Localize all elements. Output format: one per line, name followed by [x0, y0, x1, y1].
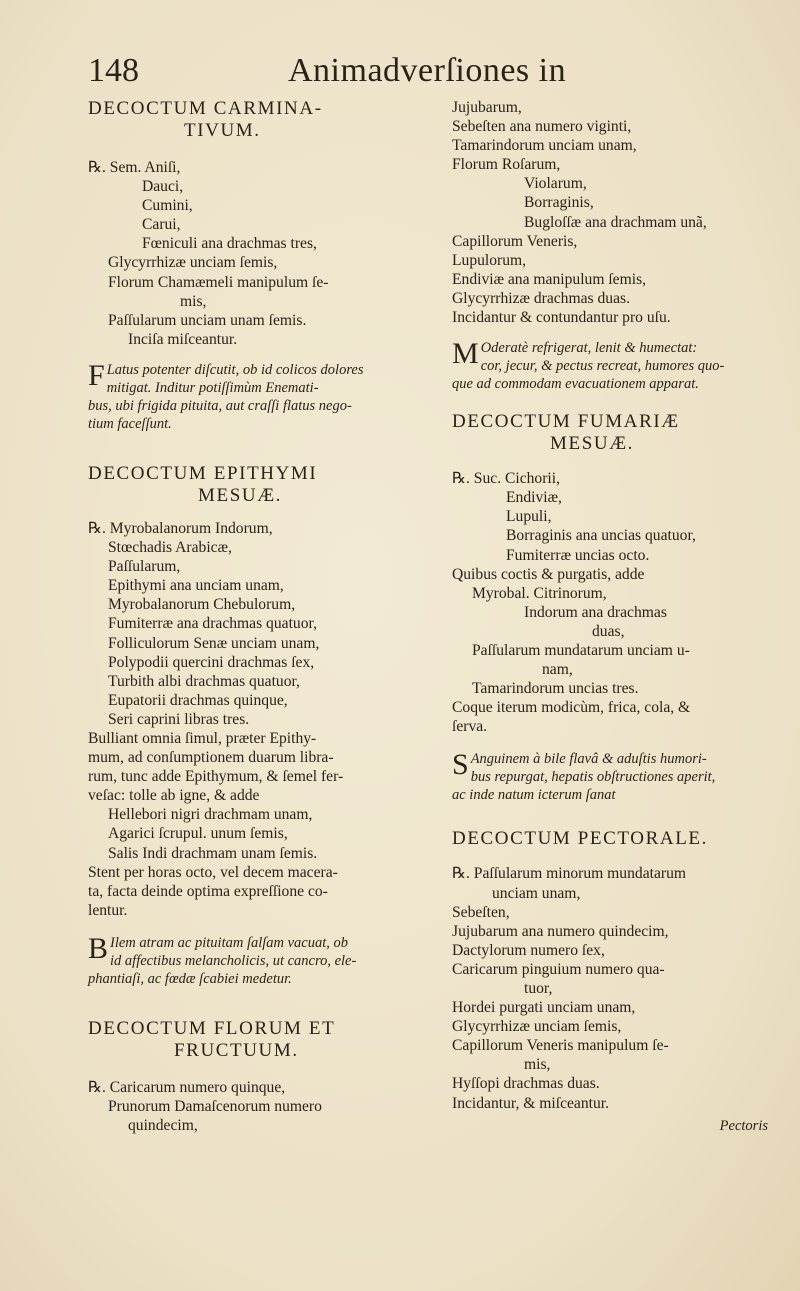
- recipe-line: ℞. Caricarum numero quinque,: [88, 1078, 286, 1096]
- recipe-line: ℞. Suc. Cichorii,: [452, 470, 560, 488]
- recipe-line: Violarum,: [524, 175, 587, 193]
- recipe-line: Glycyrrhizæ drachmas duas.: [452, 289, 630, 307]
- recipe-line: Lupuli,: [506, 508, 552, 526]
- drop-cap: F: [88, 358, 105, 392]
- recipe-line: mum, ad conſumptionem duarum libra-: [88, 749, 334, 767]
- recipe-line: Bulliant omnia ſimul, præter Epithy-: [88, 729, 317, 747]
- recipe-line: Dactylorum numero ſex,: [452, 941, 605, 959]
- recipe-line: mis,: [524, 1056, 551, 1074]
- recipe-line: Cumini,: [142, 197, 193, 215]
- recipe-line: Myrobalanorum Chebulorum,: [108, 596, 296, 614]
- recipe-line: Sebeſten ana numero viginti,: [452, 118, 632, 136]
- recipe-line: Coque iterum modicùm, frica, cola, &: [452, 699, 691, 717]
- recipe-line: Inciſa miſceantur.: [128, 330, 238, 348]
- recipe-line: Quibus coctis & purgatis, adde: [452, 565, 645, 583]
- recipe-line: Agarici ſcrupul. unum ſemis,: [108, 825, 288, 843]
- recipe-line: Hordei purgati unciam unam,: [452, 999, 636, 1017]
- recipe-line: ℞. Sem. Aniſi,: [88, 159, 181, 176]
- commentary-fumariae: S Anguinem à bile flavâ & aduſtis humori- bus repurgat, hepatis obſtructiones aperit, ac inde natum icterum ſanat: [452, 748, 716, 804]
- recipe-line: Jujubarum,: [452, 99, 522, 116]
- recipe-line: ℞. Paſſularum minorum mundatarum: [452, 865, 686, 883]
- commentary-epithymi: B Ilem atram ac pituitam ſalſam vacuat, ob id affectibus melancholicis, ut cancro, ele- phantiaſi, ac fœdæ ſcabiei medetur.: [88, 931, 357, 987]
- recipe-line: Epithymi ana unciam unam,: [108, 577, 284, 595]
- right-column: [452, 98, 768, 1136]
- recipe-florum-continued: [452, 98, 768, 327]
- recipe-line: Florum Roſarum,: [452, 156, 561, 174]
- recipe-line: Capillorum Veneris manipulum ſe-: [452, 1037, 669, 1055]
- recipe-line: Paſſularum mundatarum unciam u-: [472, 641, 690, 659]
- recipe-line: Myrobal. Citrinorum,: [472, 584, 607, 602]
- recipe-line: Borraginis,: [524, 194, 594, 212]
- recipe-line: Stœchadis Arabicæ,: [108, 539, 232, 557]
- page-number: 148: [88, 52, 139, 89]
- recipe-line: tuor,: [524, 980, 553, 997]
- recipe-line: quindecim,: [128, 1117, 198, 1135]
- recipe-line: Eupatorii drachmas quinque,: [108, 691, 288, 709]
- recipe-line: Folliculorum Senæ unciam unam,: [108, 634, 320, 652]
- recipe-line: lentur.: [88, 901, 128, 919]
- recipe-line: duas,: [592, 622, 625, 640]
- recipe-line: veſac: tolle ab igne, & adde: [88, 787, 260, 805]
- section-title-epithymi: DECOCTUM EPITHYMI MESUÆ.: [88, 462, 318, 506]
- recipe-line: rum, tunc adde Epithymum, & ſemel fer-: [88, 768, 344, 786]
- recipe-line: Borraginis ana uncias quatuor,: [506, 527, 696, 545]
- recipe-line: Fœniculi ana drachmas tres,: [142, 235, 317, 253]
- recipe-line: Indorum ana drachmas: [524, 603, 667, 621]
- recipe-line: Fumiterræ ana drachmas quatuor,: [108, 615, 317, 633]
- commentary-carminativum: F Latus potenter diſcutit, ob id colicos dolores mitigat. Inditur potiſſimùm Enemati- bus, ubi frigida pituita, aut craſſi flatus nego- tium faceſſunt.: [88, 358, 364, 432]
- recipe-line: Capillorum Veneris,: [452, 232, 578, 250]
- recipe-line: mis,: [180, 292, 207, 310]
- recipe-line: Salis Indi drachmam unam ſemis.: [108, 844, 318, 862]
- recipe-line: nam,: [542, 661, 573, 679]
- recipe-fumariae: [452, 469, 768, 736]
- recipe-line: Carui,: [142, 216, 181, 234]
- recipe-florum: [88, 1078, 418, 1135]
- recipe-line: Fumiterræ uncias octo.: [506, 546, 650, 564]
- recipe-line: Stent per horas octo, vel decem macera-: [88, 863, 338, 881]
- recipe-pectorale: [452, 864, 768, 1112]
- section-title-fumariae: DECOCTUM FUMARIÆ MESUÆ.: [452, 411, 680, 455]
- recipe-line: Hellebori nigri drachmam unam,: [108, 806, 313, 824]
- recipe-line: Tamarindorum unciam unam,: [452, 137, 637, 155]
- recipe-line: unciam unam,: [492, 884, 581, 902]
- recipe-line: Polypodii quercini drachmas ſex,: [108, 653, 315, 671]
- recipe-line: Lupulorum,: [452, 251, 527, 269]
- recipe-line: Sebeſten,: [452, 903, 510, 921]
- running-head: Animadverſiones in: [288, 52, 567, 89]
- catchword: Pectoris: [719, 1117, 768, 1134]
- recipe-line: Turbith albi drachmas quatuor,: [108, 672, 300, 690]
- recipe-line: ſerva.: [452, 718, 488, 736]
- recipe-line: Glycyrrhizæ unciam ſemis,: [108, 254, 278, 272]
- section-title-florum: DECOCTUM FLORUM ET FRUCTUUM.: [88, 1017, 336, 1061]
- recipe-line: Incidantur, & miſceantur.: [452, 1094, 609, 1112]
- recipe-line: Endiviæ ana manipulum ſemis,: [452, 270, 647, 288]
- recipe-line: ℞. Myrobalanorum Indorum,: [88, 519, 273, 537]
- commentary-florum: M Oderatè refrigerat, lenit & humectat: cor, jecur, & pectus recreat, humores quo- que ad commodam evacuationem apparat.: [452, 337, 725, 393]
- recipe-epithymi: [88, 519, 418, 920]
- recipe-line: Florum Chamæmeli manipulum ſe-: [108, 273, 329, 291]
- recipe-line: Caricarum pinguium numero qua-: [452, 960, 665, 978]
- recipe-line: Endiviæ,: [506, 489, 562, 507]
- recipe-line: Incidantur & contundantur pro uſu.: [452, 309, 671, 327]
- recipe-line: Hyſſopi drachmas duas.: [452, 1075, 600, 1093]
- recipe-line: Paſſularum,: [108, 558, 181, 576]
- recipe-carminativum: [88, 158, 418, 349]
- section-title-carminativum: DECOCTUM CARMINA- TIVUM.: [88, 98, 323, 141]
- left-column: [88, 98, 418, 1135]
- recipe-line: Paſſularum unciam unam ſemis.: [108, 311, 307, 329]
- recipe-line: ta, facta deinde optima expreſſione co-: [88, 882, 328, 900]
- drop-cap: S: [452, 748, 469, 782]
- page-header: [88, 52, 768, 98]
- recipe-line: Prunorum Damaſcenorum numero: [108, 1098, 322, 1115]
- recipe-line: Glycyrrhizæ unciam ſemis,: [452, 1018, 622, 1036]
- recipe-line: Tamarindorum uncias tres.: [472, 680, 639, 698]
- drop-cap: M: [452, 337, 479, 371]
- recipe-line: Dauci,: [142, 178, 184, 196]
- recipe-line: Bugloſſæ ana drachmam unã,: [524, 213, 707, 231]
- section-title-pectorale: DECOCTUM PECTORALE.: [452, 828, 708, 850]
- drop-cap: B: [88, 931, 109, 965]
- recipe-line: Seri caprini libras tres.: [108, 710, 250, 728]
- recipe-line: Jujubarum ana numero quindecim,: [452, 922, 669, 940]
